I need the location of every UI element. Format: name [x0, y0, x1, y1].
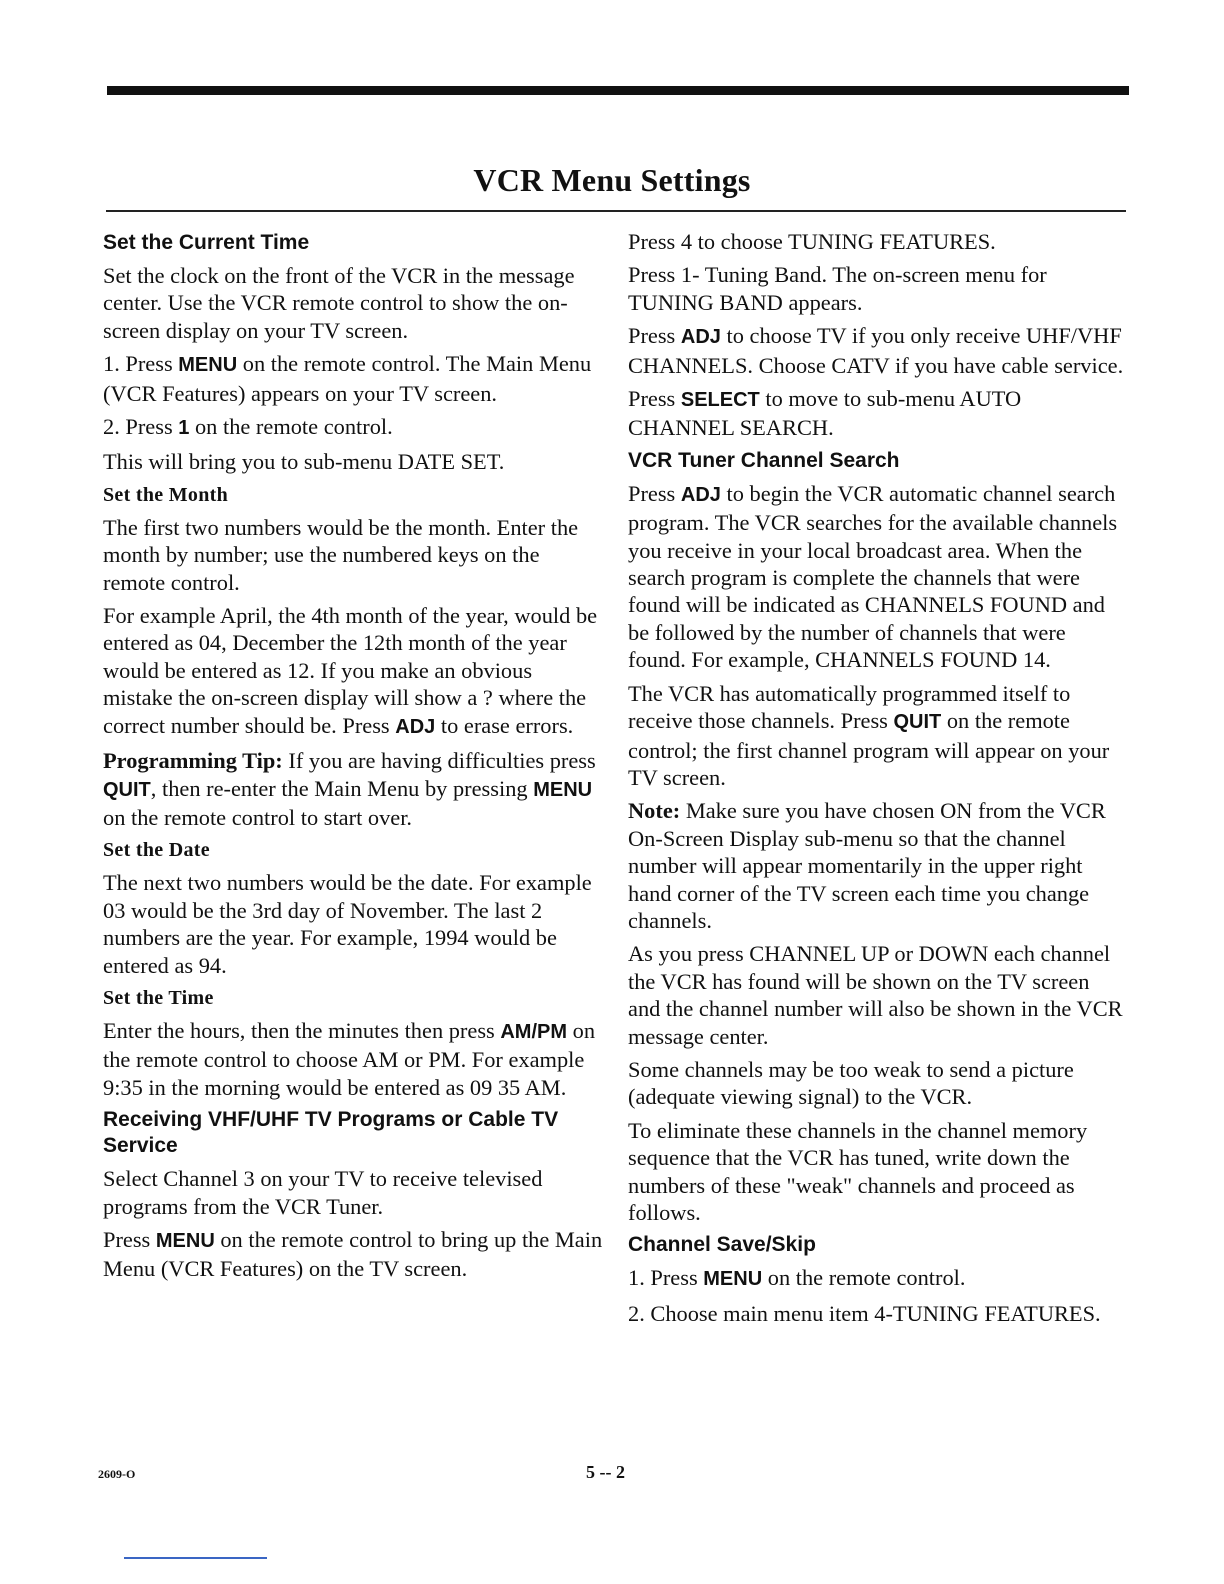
paragraph: Some channels may be too weak to send a picture (adequate viewing signal) to the VCR.	[628, 1056, 1074, 1110]
paragraph: The VCR has automatically programmed itself to receive those channels. Press QUIT on the remote control; the first channel program will appear on your TV screen.	[628, 680, 1110, 790]
heading-receiving-vhf-uhf: Receiving VHF/UHF TV Programs or Cable TV Service	[103, 1108, 559, 1158]
step-choose-tuning-features: 2. Choose main menu item 4-TUNING FEATURES.	[628, 1300, 1101, 1326]
key-menu: MENU	[703, 1268, 763, 1291]
step-press-menu: 1. Press MENU on the remote control.	[628, 1265, 966, 1291]
left-column	[103, 228, 603, 1289]
key-menu: MENU	[533, 778, 593, 801]
heading-set-month: Set the Month	[103, 483, 229, 506]
key-adj: ADJ	[680, 326, 721, 349]
paragraph: Enter the hours, then the minutes then press AM/PM on the remote control to choose AM or PM. For example 9:35 in the morning would be entered as 09 35 AM.	[103, 1017, 596, 1100]
paragraph: Select Channel 3 on your TV to receive televised programs from the VCR Tuner.	[103, 1166, 543, 1219]
key-adj: ADJ	[395, 715, 436, 738]
paragraph: For example April, the 4th month of the year, would be entered as 04, December the 12th month of the year would be entered as 12. If you make an obvious mistake the on-screen display will show a ? where the correct number should be. Press ADJ to erase errors.	[103, 603, 598, 738]
title-underline	[106, 210, 1126, 212]
heading-set-current-time: Set the Current Time	[103, 231, 310, 254]
page-title: VCR Menu Settings	[473, 162, 751, 198]
paragraph: Press MENU on the remote control to bring up the Main Menu (VCR Features) on the TV screen.	[103, 1226, 603, 1282]
page-number: 5 -- 2	[586, 1462, 625, 1482]
key-quit: QUIT	[103, 778, 151, 801]
paragraph: Press 1- Tuning Band. The on-screen menu for TUNING BAND appears.	[628, 262, 1047, 315]
note-label: Note:	[628, 798, 681, 824]
key-am-pm: AM/PM	[500, 1020, 568, 1043]
header-rule	[107, 86, 1129, 95]
right-column	[628, 228, 1124, 1333]
heading-set-date: Set the Date	[103, 839, 210, 862]
key-select: SELECT	[680, 389, 760, 412]
paragraph: As you press CHANNEL UP or DOWN each channel the VCR has found will be shown on the TV screen and the channel number will also be shown in the VCR message center.	[628, 941, 1123, 1049]
step-press-menu: 1. Press MENU on the remote control. The Main Menu (VCR Features) appears on your TV screen.	[103, 351, 592, 406]
paragraph: The next two numbers would be the date. For example 03 would be the 3rd day of November. The last 2 numbers are the year. For example, 1994 would be entered as 94.	[103, 870, 592, 978]
paragraph: Press ADJ to choose TV if you only receive UHF/VHF CHANNELS. Choose CATV if you have cable service.	[628, 323, 1124, 378]
paragraph: Press SELECT to move to sub-menu AUTO CHANNEL SEARCH.	[628, 386, 1022, 441]
key-menu: MENU	[155, 1229, 215, 1252]
heading-set-time: Set the Time	[103, 986, 214, 1009]
step-press-1: 2. Press 1 on the remote control.	[103, 414, 393, 440]
paragraph: The first two numbers would be the month. Enter the month by number; use the numbered keys on the remote control.	[103, 514, 579, 595]
paragraph: Set the clock on the front of the VCR in the message center. Use the VCR remote control to show the on-screen display on your TV screen.	[103, 263, 575, 343]
key-1: 1	[178, 417, 190, 440]
key-menu: MENU	[178, 354, 238, 377]
key-quit: QUIT	[893, 711, 942, 734]
heading-channel-save-skip: Channel Save/Skip	[628, 1233, 816, 1257]
paragraph: Press 4 to choose TUNING FEATURES.	[628, 229, 996, 254]
programming-tip: Programming Tip: If you are having difficulties press QUIT, then re-enter the Main Menu by pressing MENU on the remote control to start over.	[103, 748, 596, 830]
paragraph: To eliminate these channels in the channel memory sequence that the VCR has tuned, write down the numbers of these "weak" channels and proceed as follows.	[628, 1117, 1088, 1225]
paragraph: Press ADJ to begin the VCR automatic channel search program. The VCR searches for the available channels you receive in your local broadcast area. When the search program is complete the channels that were found will be indicated as CHANNELS FOUND and be followed by the number of channels that were found. For example, CHANNELS FOUND 14.	[628, 480, 1118, 673]
document-code: 2609-O	[98, 1467, 136, 1481]
note: Note: Make sure you have chosen ON from the VCR On-Screen Display sub-menu so that the channel number will appear momentarily in the upper right hand corner of the TV screen each time you change channels.	[628, 798, 1106, 933]
paragraph: This will bring you to sub-menu DATE SET.	[103, 449, 505, 475]
heading-vcr-tuner-channel-search: VCR Tuner Channel Search	[628, 448, 900, 472]
bottom-blue-line	[124, 1557, 267, 1559]
tip-label: Programming Tip:	[103, 748, 283, 774]
key-adj: ADJ	[680, 483, 721, 506]
